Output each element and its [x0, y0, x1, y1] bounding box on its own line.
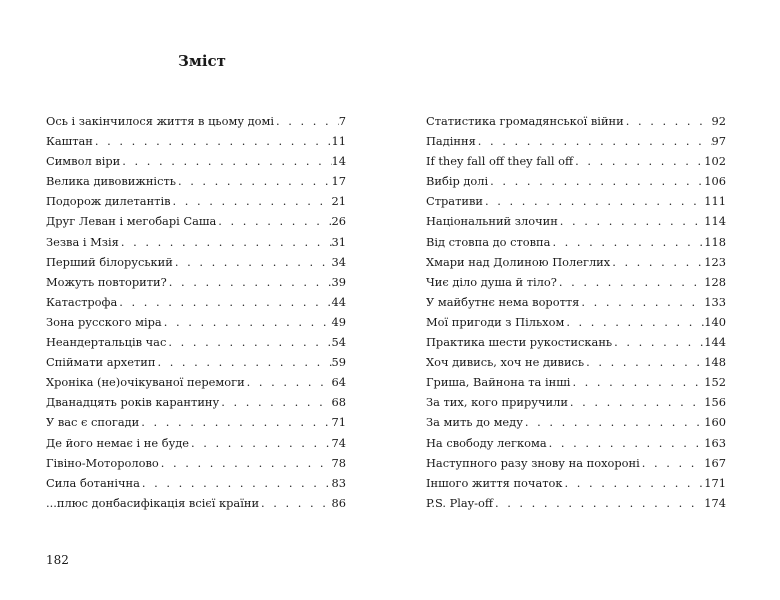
toc-dot-leader: [140, 476, 332, 490]
toc-dot-leader: [139, 415, 331, 429]
toc-entry: [426, 315, 726, 335]
toc-entry: [426, 295, 726, 315]
toc-entry-title: Практика шести рукостискань: [426, 335, 613, 350]
toc-dot-leader: [245, 375, 332, 389]
toc-dot-leader: [159, 456, 332, 470]
toc-entry-title: Ось і закінчилося життя в цьому домі: [46, 114, 275, 128]
toc-entry-page: 128: [704, 274, 726, 289]
page-number: 182: [46, 553, 69, 567]
toc-entry-page: 83: [331, 475, 346, 490]
toc-entry-title: Стративи: [426, 194, 483, 209]
toc-entry-title: Сила ботанічна: [46, 475, 140, 490]
toc-entry: [46, 496, 346, 516]
toc-entry: [426, 375, 726, 395]
toc-dot-leader: [216, 214, 331, 228]
toc-entry: [46, 275, 346, 295]
toc-dot-leader: [483, 194, 704, 208]
toc-dot-leader: [173, 255, 332, 269]
toc-entry: [426, 194, 726, 214]
toc-dot-leader: [550, 235, 704, 249]
toc-entry-title: Хмари над Долиною Полеглих: [426, 254, 611, 269]
page-title: Зміст: [178, 52, 226, 70]
toc-entry-page: 102: [704, 154, 726, 169]
toc-entry-page: 140: [704, 314, 726, 329]
toc-entry-title: Вибір долі: [426, 174, 489, 189]
toc-entry: [46, 335, 346, 355]
toc-entry-title: Падіння: [426, 134, 476, 149]
toc-entry: [426, 134, 726, 154]
toc-entry-page: 156: [704, 395, 726, 410]
toc-entry-title: Зезва і Мзія: [46, 234, 119, 249]
toc-entry-page: 171: [704, 475, 726, 490]
toc-dot-leader: [570, 375, 704, 389]
toc-dot-leader: [563, 476, 705, 490]
toc-entry-title: Каштан: [46, 134, 93, 149]
toc-entry-page: 44: [331, 294, 346, 309]
toc-entry-page: 74: [331, 435, 346, 450]
toc-entry-title: Велика дивовижність: [46, 174, 176, 189]
toc-entry: [46, 134, 346, 154]
toc-dot-leader: [120, 154, 331, 168]
toc-entry: [46, 255, 346, 275]
toc-entry-title: Іншого життя початок: [426, 475, 563, 490]
toc-dot-leader: [117, 295, 331, 309]
toc-entry: [426, 476, 726, 496]
toc-dot-leader: [558, 214, 704, 228]
toc-dot-leader: [274, 114, 339, 128]
toc-entry-page: 68: [331, 395, 346, 410]
toc-entry: [46, 436, 346, 456]
toc-dot-leader: [612, 335, 704, 349]
toc-entry: [46, 214, 346, 234]
toc-entry-page: 17: [331, 174, 346, 189]
toc-entry: [426, 335, 726, 355]
toc-entry-title: Гівіно-Моторолово: [46, 455, 159, 470]
toc-dot-leader: [493, 496, 704, 510]
toc-entry-page: 106: [704, 174, 726, 189]
toc-entry-title: На свободу легкома: [426, 435, 547, 450]
toc-entry: [426, 436, 726, 456]
toc-entry-page: 123: [704, 254, 726, 269]
toc-entry-title: P.S. Play-off: [426, 495, 493, 510]
toc-entry: [46, 395, 346, 415]
toc-entry-page: 160: [704, 415, 726, 430]
toc-entry: [46, 295, 346, 315]
toc-entry-title: Спіймати архетип: [46, 355, 156, 370]
toc-entry: [426, 395, 726, 415]
toc-entry: [426, 355, 726, 375]
toc-entry: [46, 355, 346, 375]
toc-dot-leader: [488, 174, 704, 188]
toc-entry-title: Катастрофа: [46, 294, 118, 309]
toc-entry: [426, 255, 726, 275]
toc-entry-page: 11: [331, 134, 346, 149]
toc-dot-leader: [219, 395, 331, 409]
toc-entry: [426, 415, 726, 435]
toc-entry-page: 97: [711, 134, 726, 149]
toc-entry: [46, 375, 346, 395]
toc-dot-leader: [93, 134, 332, 148]
toc-entry-page: 49: [331, 314, 346, 329]
toc-entry: [426, 235, 726, 255]
toc-entry-page: 92: [711, 114, 726, 128]
toc-entry: [46, 456, 346, 476]
toc-entry: [46, 194, 346, 214]
toc-dot-leader: [119, 235, 332, 249]
toc-entry-page: 144: [704, 335, 726, 350]
toc-entry-title: Хоч дивись, хоч не дивись: [426, 355, 585, 370]
toc-entry-title: Можуть повторити?: [46, 274, 167, 289]
toc-entry-page: 163: [704, 435, 726, 450]
toc-entry-page: 86: [331, 495, 346, 510]
toc-entry-title: Де його немає і не буде: [46, 435, 190, 450]
toc-entry-title: ...плюс донбасифікація всієї країни: [46, 495, 260, 510]
toc-entry-page: 7: [338, 114, 346, 128]
toc-dot-leader: [579, 295, 704, 309]
toc-dot-leader: [564, 315, 704, 329]
toc-entry: [426, 456, 726, 476]
toc-entry-page: 34: [331, 254, 346, 269]
toc-entry-page: 111: [704, 194, 726, 209]
toc-entry-page: 152: [704, 375, 726, 390]
toc-entry: [46, 174, 346, 194]
toc-entry-title: За мить до меду: [426, 415, 523, 430]
toc-dot-leader: [176, 174, 332, 188]
toc-entry-page: 14: [331, 154, 346, 169]
toc-dot-leader: [640, 456, 705, 470]
toc-entry: [46, 476, 346, 496]
toc-entry-page: 21: [331, 194, 346, 209]
toc-entry-page: 71: [331, 415, 346, 430]
toc-dot-leader: [557, 275, 704, 289]
toc-entry-title: Друг Леван і мегобарі Саша: [46, 214, 217, 229]
toc-entry-page: 167: [704, 455, 726, 470]
toc-entry-title: Мої пригоди з Пільхом: [426, 314, 565, 329]
toc-dot-leader: [624, 114, 712, 128]
toc-entry-title: Символ віри: [46, 154, 121, 169]
toc-entry: [46, 235, 346, 255]
toc-entry-title: Чиє діло душа й тіло?: [426, 274, 557, 289]
toc-dot-leader: [610, 255, 704, 269]
toc-dot-leader: [523, 415, 704, 429]
toc-dot-leader: [547, 436, 705, 450]
toc-entry-title: Неандертальців час: [46, 335, 167, 350]
toc-entry-title: Національний злочин: [426, 214, 558, 229]
toc-dot-leader: [166, 335, 331, 349]
toc-dot-leader: [155, 355, 331, 369]
toc-dot-leader: [171, 194, 332, 208]
toc-entry-title: Зона русского міра: [46, 314, 162, 329]
toc-entry-page: 148: [704, 355, 726, 370]
toc-entry: [426, 214, 726, 234]
toc-entry-title: Від стовпа до стовпа: [426, 234, 551, 249]
toc-entry-page: 174: [704, 495, 726, 510]
toc-dot-leader: [162, 315, 332, 329]
toc-entry-page: 31: [331, 234, 346, 249]
toc-entry-title: If they fall off they fall off: [426, 154, 574, 169]
toc-entry: [426, 114, 726, 134]
toc-entry-page: 114: [704, 214, 726, 229]
toc-entry-page: 64: [331, 375, 346, 390]
toc-entry-page: 54: [331, 335, 346, 350]
toc-entry-title: У майбутнє нема вороття: [426, 294, 580, 309]
toc-entry-page: 26: [331, 214, 346, 229]
toc-entry-title: Подорож дилетантів: [46, 194, 171, 209]
toc-right-column: [426, 114, 726, 516]
toc-dot-leader: [259, 496, 331, 510]
toc-entry: [426, 496, 726, 516]
toc-entry-page: 133: [704, 294, 726, 309]
toc-entry-title: Статистика громадянської війни: [426, 114, 624, 128]
toc-entry: [426, 154, 726, 174]
toc-entry: [46, 415, 346, 435]
toc-dot-leader: [189, 436, 331, 450]
toc-entry-page: 59: [331, 355, 346, 370]
toc-left-column: [46, 114, 346, 516]
toc-entry-page: 39: [331, 274, 346, 289]
toc-entry-title: У вас є спогади: [46, 415, 140, 430]
toc-entry: [46, 154, 346, 174]
toc-dot-leader: [573, 154, 704, 168]
toc-entry-title: Наступного разу знову на похороні: [426, 455, 640, 470]
toc-dot-leader: [167, 275, 332, 289]
toc-entry: [46, 114, 346, 134]
toc-entry-title: Перший білоруський: [46, 254, 173, 269]
toc-entry-title: Дванадцять років карантину: [46, 395, 220, 410]
toc-dot-leader: [584, 355, 704, 369]
toc-dot-leader: [476, 134, 712, 148]
toc-entry-page: 118: [704, 234, 726, 249]
toc-entry: [426, 275, 726, 295]
toc-entry-title: За тих, кого приручили: [426, 395, 568, 410]
toc-entry: [46, 315, 346, 335]
toc-entry-title: Гриша, Вайнона та інші: [426, 375, 571, 390]
toc-entry-page: 78: [331, 455, 346, 470]
toc-entry: [426, 174, 726, 194]
toc-entry-title: Хроніка (не)очікуваної перемоги: [46, 375, 245, 390]
toc-dot-leader: [568, 395, 704, 409]
